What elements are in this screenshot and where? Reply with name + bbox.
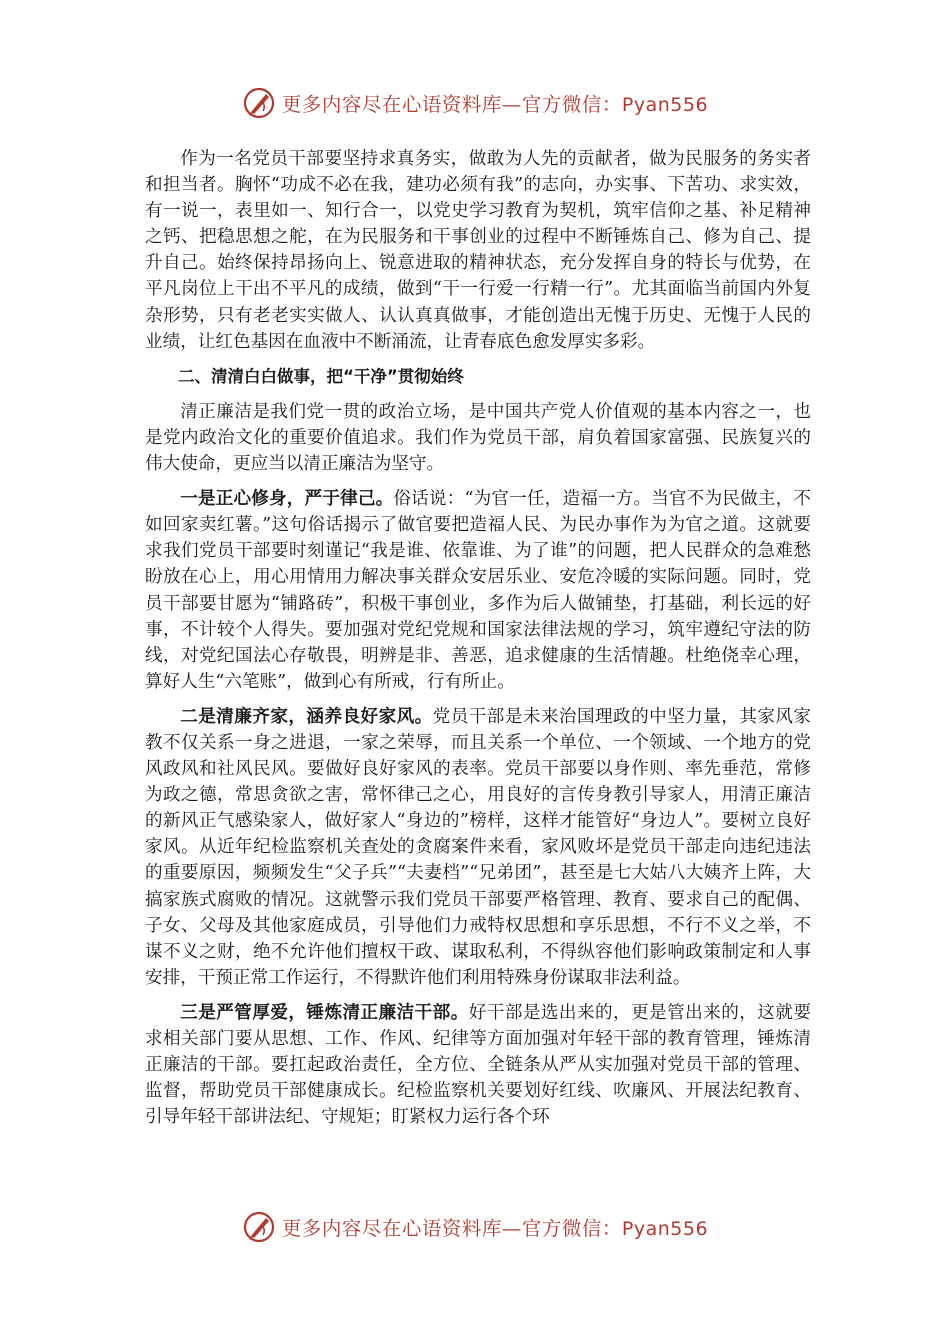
- body-paragraph: [145, 486, 811, 695]
- body-paragraph: [145, 146, 811, 355]
- footer-banner-text: 更多内容尽在心语资料库—官方微信：Pyan556: [281, 1217, 709, 1240]
- document-body: [145, 146, 811, 1139]
- wechat-id: Pyan556: [621, 1218, 709, 1240]
- body-paragraph: [145, 1000, 811, 1130]
- paragraph-lead: 二是清廉齐家，涵养良好家风。: [180, 705, 433, 727]
- footer-banner: [0, 1210, 950, 1244]
- wechat-id: Pyan556: [621, 94, 709, 116]
- paragraph-text: 清正廉洁是我们党一贯的政治立场，是中国共产党人价值观的基本内容之一，也是党内政治文化的重要价值追求。我们作为党员干部，肩负着国家富强、民族复兴的伟大使命，更应当以清正廉洁为坚守。: [145, 401, 811, 475]
- pen-logo-icon: [242, 1210, 276, 1244]
- paragraph-text: 党员干部是未来治国理政的中坚力量，其家风家教不仅关系一身之进退，一家之荣辱，而且关系一个单位、一个领域、一个地方的党风政风和社风民风。要做好良好家风的表率。党员干部要以身作则、率先垂范，常修为政之德，常思贪欲之害，常怀律己之心，用良好的言传身教引导家人，用清正廉洁的新风正气感染家人，做好家人“身边的”榜样，这样才能管好“身边人”。要树立良好家风。从近年纪检监察机关查处的贪腐案件来看，家风败坏是党员干部走向违纪违法的重要原因，频频发生“父子兵”“夫妻档”“兄弟团”，甚至是七大姑八大姨齐上阵，大搞家族式腐败的情况。这就警示我们党员干部要严格管理、教育、要求自己的配偶、子女、父母及其他家庭成员，引导他们力戒特权思想和享乐思想，不行不义之举，不谋不义之财，绝不允许他们擅权干政、谋取私利，不得纵容他们影响政策制定和人事安排，干预正常工作运行，不得默许他们利用特殊身份谋取非法利益。: [145, 706, 811, 988]
- paragraph-text: 作为一名党员干部要坚持求真务实，做敢为人先的贡献者，做为民服务的务实者和担当者。胸怀“功成不必在我，建功必须有我”的志向，办实事、下苦功、求实效，有一说一，表里如一、知行合一，以党史学习教育为契机，筑牢信仰之基、补足精神之钙、把稳思想之舵，在为民服务和干事创业的过程中不断锤炼自己、修为自己、提升自己。始终保持昂扬向上、锐意进取的精神状态，充分发挥自身的特长与优势，在平凡岗位上干出不平凡的成绩，做到“干一行爱一行精一行”。尤其面临当前国内外复杂形势，只有老老实实做人、认认真真做事，才能创造出无愧于历史、无愧于人民的业绩，让红色基因在血液中不断涌流，让青春底色愈发厚实多彩。: [145, 149, 811, 352]
- header-banner-text: 更多内容尽在心语资料库—官方微信：Pyan556: [281, 93, 709, 116]
- pen-logo-icon: [242, 86, 276, 120]
- body-paragraph: [145, 399, 811, 477]
- header-banner: [0, 86, 950, 120]
- paragraph-text: 好干部是选出来的，更是管出来的，这就要求相关部门要从思想、工作、作风、纪律等方面加强对年轻干部的教育管理，锤炼清正廉洁的干部。要扛起政治责任，全方位、全链条从严从实加强对党员干部的管理、监督，帮助党员干部健康成长。纪检监察机关要划好红线、吹廉风、开展法纪教育、引导年轻干部讲法纪、守规矩；盯紧权力运行各个环: [145, 1002, 811, 1128]
- paragraph-lead: 一是正心修身，严于律己。: [180, 488, 394, 510]
- body-paragraph: [145, 704, 811, 991]
- section-heading: 二、清清白白做事，把“干净”贯彻始终: [178, 366, 464, 386]
- paragraph-lead: 三是严管厚爱，锤炼清正廉洁干部。: [180, 1001, 469, 1023]
- paragraph-text: 俗话说：“为官一任，造福一方。当官不为民做主，不如回家卖红薯。”这句俗话揭示了做官要把造福人民、为民办事作为为官之道。这就要求我们党员干部要时刻谨记“我是谁、依靠谁、为了谁”的问题，把人民群众的急难愁盼放在心上，用心用情用力解决事关群众安居乐业、安危冷暖的实际问题。同时，党员干部要甘愿为“铺路砖”，积极干事创业，多作为后人做铺垫，打基础，利长远的好事，不计较个人得失。要加强对党纪党规和国家法律法规的学习，筑牢遵纪守法的防线，对党纪国法心存敬畏，明辨是非、善恶，追求健康的生活情趣。杜绝侥幸心理，算好人生“六笔账”，做到心有所戒，行有所止。: [145, 489, 811, 692]
